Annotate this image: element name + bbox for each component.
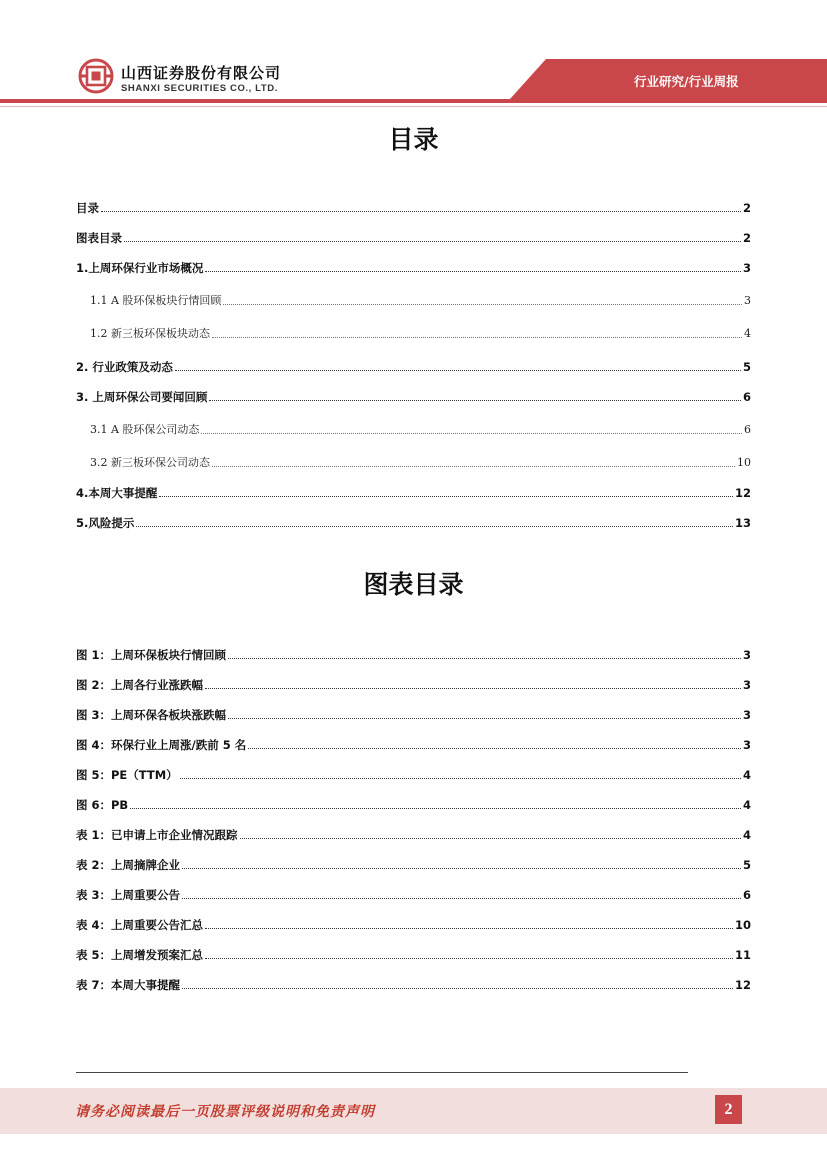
toc-entry-label: 4.本周大事提醒 <box>76 486 158 500</box>
dot-leader <box>201 433 742 434</box>
dot-leader <box>180 778 741 779</box>
table-entry[interactable] <box>76 932 751 962</box>
figure-entry[interactable] <box>76 722 751 752</box>
toc-entry[interactable] <box>76 374 751 404</box>
table-entry[interactable] <box>76 842 751 872</box>
dot-leader <box>205 271 741 272</box>
toc-entry[interactable] <box>76 185 751 215</box>
figure-list-title: 图表目录 <box>363 570 464 599</box>
dot-leader <box>159 496 733 497</box>
toc-entry-label: 3. 上周环保公司要闻回顾 <box>76 390 208 404</box>
figure-entry-label: 图 6：PB <box>76 798 129 812</box>
figure-entry-label: 图 1：上周环保板块行情回顾 <box>76 648 227 662</box>
toc-entry-label: 3.2 新三板环保公司动态 <box>90 456 210 469</box>
table-entry-page: 4 <box>742 828 751 842</box>
toc-entry-label: 图表目录 <box>76 231 122 245</box>
figure-entry-label: 图 2：上周各行业涨跌幅 <box>76 678 204 692</box>
toc-entry-page: 6 <box>744 423 751 436</box>
page-number-badge: 2 <box>715 1095 742 1124</box>
dot-leader <box>223 304 742 305</box>
toc-entry[interactable] <box>76 470 751 500</box>
toc-entry-label: 5.风险提示 <box>76 516 135 530</box>
header-divider-thin <box>0 106 827 107</box>
figure-entry-page: 3 <box>742 708 751 722</box>
toc-title: 目录 <box>388 125 439 154</box>
figure-entry[interactable] <box>76 662 751 692</box>
toc-entry-label: 1.2 新三板环保板块动态 <box>90 327 210 340</box>
table-entry-page: 6 <box>742 888 751 902</box>
table-entry[interactable] <box>76 872 751 902</box>
dot-leader <box>130 808 741 809</box>
toc-entry-label: 目录 <box>76 201 99 215</box>
table-entry[interactable] <box>76 902 751 932</box>
company-name-cn: 山西证券股份有限公司 <box>121 64 282 82</box>
toc-entry-page: 12 <box>734 486 751 500</box>
toc-entry[interactable] <box>76 245 751 275</box>
toc-entry[interactable] <box>76 404 751 437</box>
dot-leader <box>205 958 733 959</box>
toc-entry-label: 1.1 A 股环保板块行情回顾 <box>90 294 222 307</box>
table-entry-page: 12 <box>734 978 751 992</box>
dot-leader <box>182 988 733 989</box>
dot-leader <box>182 898 741 899</box>
toc-entry[interactable] <box>76 500 751 530</box>
toc-entry-page: 4 <box>744 327 751 340</box>
figure-entry-label: 图 3：上周环保各板块涨跌幅 <box>76 708 227 722</box>
dot-leader <box>205 928 733 929</box>
dot-leader <box>209 400 741 401</box>
table-entry-page: 10 <box>734 918 751 932</box>
dot-leader <box>136 526 733 527</box>
table-entry-label: 表 2：上周摘牌企业 <box>76 858 181 872</box>
dot-leader <box>212 466 735 467</box>
figure-entry-page: 3 <box>742 678 751 692</box>
table-entry-label: 表 5：上周增发预案汇总 <box>76 948 204 962</box>
company-name-en: SHANXI SECURITIES CO., LTD. <box>121 83 278 94</box>
figure-entry-label: 图 5：PE（TTM） <box>76 768 178 782</box>
toc-entry[interactable] <box>76 275 751 308</box>
table-entry[interactable] <box>76 962 751 992</box>
toc-entry[interactable] <box>76 308 751 341</box>
figure-entry-page: 3 <box>742 648 751 662</box>
toc-entry-page: 13 <box>734 516 751 530</box>
dot-leader <box>175 370 741 371</box>
toc-entry[interactable] <box>76 437 751 470</box>
table-entry-page: 5 <box>742 858 751 872</box>
table-entry-label: 表 7：本周大事提醒 <box>76 978 181 992</box>
company-logo-icon <box>78 58 114 94</box>
dot-leader <box>240 838 741 839</box>
figure-entry-label: 图 4：环保行业上周涨/跌前 5 名 <box>76 738 247 752</box>
dot-leader <box>248 748 741 749</box>
toc-entry-label: 1.上周环保行业市场概况 <box>76 261 204 275</box>
dot-leader <box>205 688 741 689</box>
toc-entry[interactable] <box>76 341 751 374</box>
dot-leader <box>212 337 742 338</box>
figure-list <box>76 632 751 992</box>
page-header <box>0 0 827 115</box>
toc-entry-label: 3.1 A 股环保公司动态 <box>90 423 200 436</box>
toc-entry-page: 2 <box>742 201 751 215</box>
toc-entry-page: 10 <box>737 456 751 469</box>
figure-entry-page: 4 <box>742 798 751 812</box>
dot-leader <box>124 241 741 242</box>
figure-entry[interactable] <box>76 692 751 722</box>
dot-leader <box>182 868 741 869</box>
toc-list <box>76 185 751 530</box>
footer-disclaimer: 请务必阅读最后一页股票评级说明和免责声明 <box>75 1104 375 1120</box>
table-entry-label: 表 3：上周重要公告 <box>76 888 181 902</box>
dot-leader <box>228 718 741 719</box>
figure-entry[interactable] <box>76 752 751 782</box>
figure-entry[interactable] <box>76 632 751 662</box>
table-entry[interactable] <box>76 812 751 842</box>
toc-entry-page: 5 <box>742 360 751 374</box>
footer-divider <box>76 1072 688 1073</box>
figure-entry-page: 4 <box>742 768 751 782</box>
table-entry-label: 表 1：已申请上市企业情况跟踪 <box>76 828 238 842</box>
toc-entry-page: 3 <box>744 294 751 307</box>
table-entry-label: 表 4：上周重要公告汇总 <box>76 918 204 932</box>
figure-entry[interactable] <box>76 782 751 812</box>
dot-leader <box>101 211 741 212</box>
toc-entry-label: 2. 行业政策及动态 <box>76 360 173 374</box>
figure-entry-page: 3 <box>742 738 751 752</box>
toc-entry-page: 6 <box>742 390 751 404</box>
report-type-label: 行业研究/行业周报 <box>634 74 739 89</box>
toc-entry[interactable] <box>76 215 751 245</box>
table-entry-page: 11 <box>734 948 751 962</box>
header-divider <box>0 99 827 103</box>
toc-entry-page: 2 <box>742 231 751 245</box>
toc-entry-page: 3 <box>742 261 751 275</box>
dot-leader <box>228 658 741 659</box>
